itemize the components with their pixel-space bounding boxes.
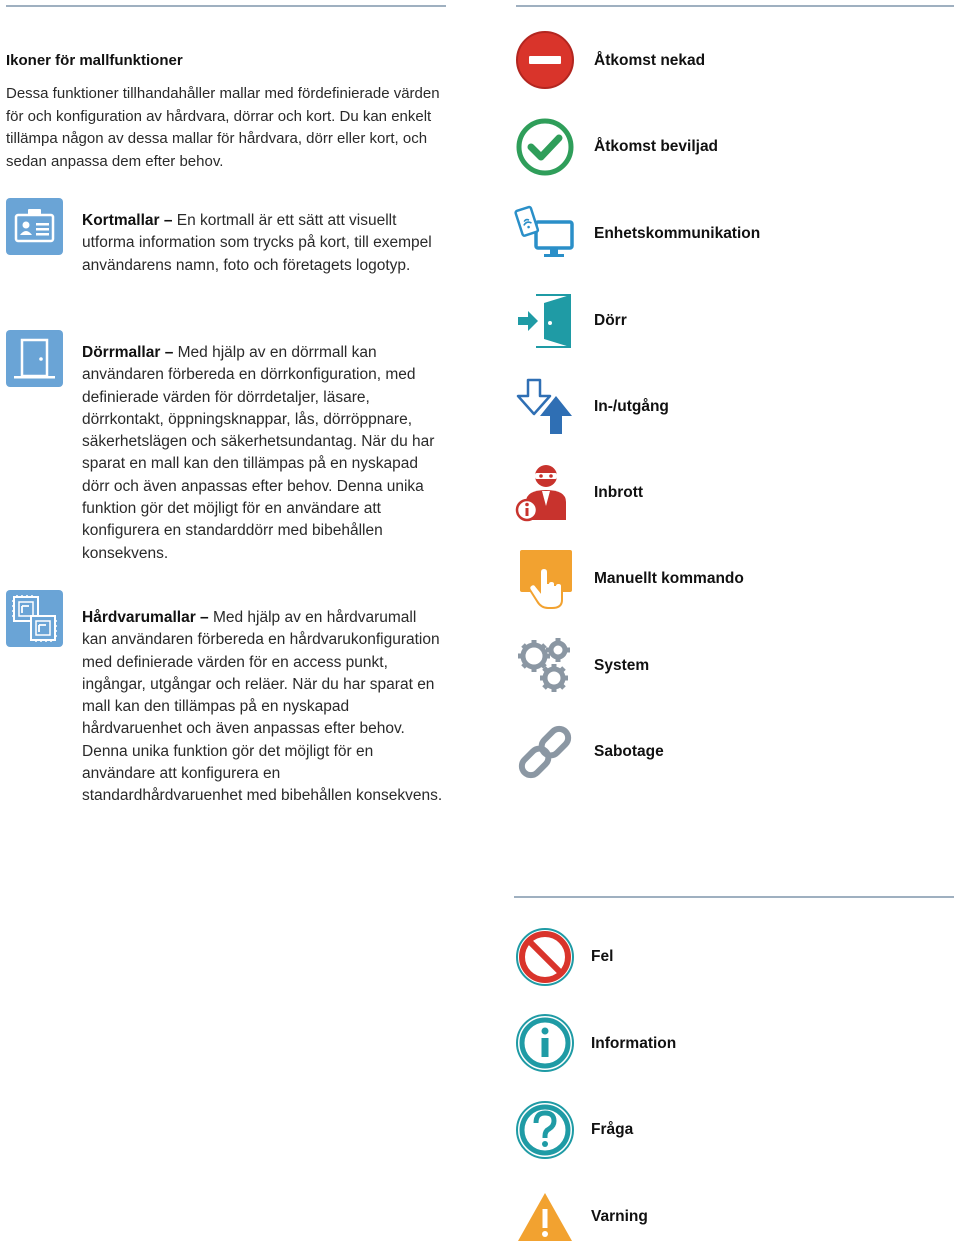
hardware-chip-icon xyxy=(6,590,63,647)
access-granted-icon xyxy=(514,116,576,178)
door-template-icon xyxy=(6,330,63,387)
error-label: Fel xyxy=(591,948,614,965)
top-divider-left xyxy=(6,5,446,7)
door-icon xyxy=(514,289,576,351)
sabotage-label: Sabotage xyxy=(594,743,664,760)
hardware-template-description: Hårdvarumallar – Med hjälp av en hårdvarumall kan användaren förbereda en hårdvarukonfiguration med definierade värden för en access punkt, ingångar, utgångar och reläer. När du har sparat en mall kan den tillämpas på en nyskapad hårdvaruenhet och även anpassas efter behov. Denna unika funktion gör det möjligt för en användare att konfigurera en standardhårdvaruenhet med bibehållen konsekvens. xyxy=(82,609,443,805)
door-template-name: Dörrmallar xyxy=(82,344,161,361)
access-denied-icon xyxy=(514,29,576,91)
in-out-label: In-/utgång xyxy=(594,398,669,415)
access-denied-label: Åtkomst nekad xyxy=(594,52,706,69)
question-label: Fråga xyxy=(591,1121,634,1138)
gears-icon xyxy=(514,634,576,696)
device-communication-icon xyxy=(514,202,576,264)
question-icon xyxy=(514,1099,576,1161)
status-divider xyxy=(514,896,954,898)
door-label: Dörr xyxy=(594,312,627,329)
warning-icon xyxy=(514,1185,576,1247)
manual-command-label: Manuellt kommando xyxy=(594,570,744,587)
section-title: Ikoner för mallfunktioner xyxy=(6,52,183,69)
door-template-description: Dörrmallar – Med hjälp av en dörrmall kan användaren förbereda en dörrkonfiguration, med definierade värden för dörrdetaljer, läsare, dörrkontakt, öppningsknappar, lås, dörröppnare, säkerhetslägen och säkerhetsundantag. När du har sparat en mall kan den tillämpas på en nyskapad dörr och även anpassas efter behov. Denna unika funktion gör det möjligt för en användare att konfigurera en standarddörr med bibehållen konsekvens. xyxy=(82,344,435,562)
error-icon xyxy=(514,926,576,988)
burglary-label: Inbrott xyxy=(594,484,644,501)
in-out-icon xyxy=(514,376,576,438)
system-label: System xyxy=(594,657,650,674)
burglary-icon xyxy=(514,462,576,524)
device-communication-label: Enhetskommunikation xyxy=(594,225,761,242)
information-icon xyxy=(514,1012,576,1074)
information-label: Information xyxy=(591,1035,677,1052)
access-granted-label: Åtkomst beviljad xyxy=(594,138,719,155)
manual-command-icon xyxy=(514,548,576,610)
id-card-icon xyxy=(6,198,63,255)
warning-label: Varning xyxy=(591,1208,648,1225)
intro-paragraph: Dessa funktioner tillhandahåller mallar med fördefinierade värden för och konfiguration av hårdvara, dörrar och kort. Du kan enkelt tillämpa någon av dessa mallar för hårdvara, dörr eller kort, och sedan anpassa dem efter behov. xyxy=(6,85,440,170)
card-template-description: Kortmallar – En kortmall är ett sätt att visuellt utforma information som trycks på kort, till exempel användarens namn, foto och företagets logotyp. xyxy=(82,212,432,274)
top-divider-right xyxy=(516,5,954,7)
card-template-name: Kortmallar xyxy=(82,212,160,229)
chain-link-icon xyxy=(514,721,576,783)
hardware-template-name: Hårdvarumallar xyxy=(82,609,196,626)
